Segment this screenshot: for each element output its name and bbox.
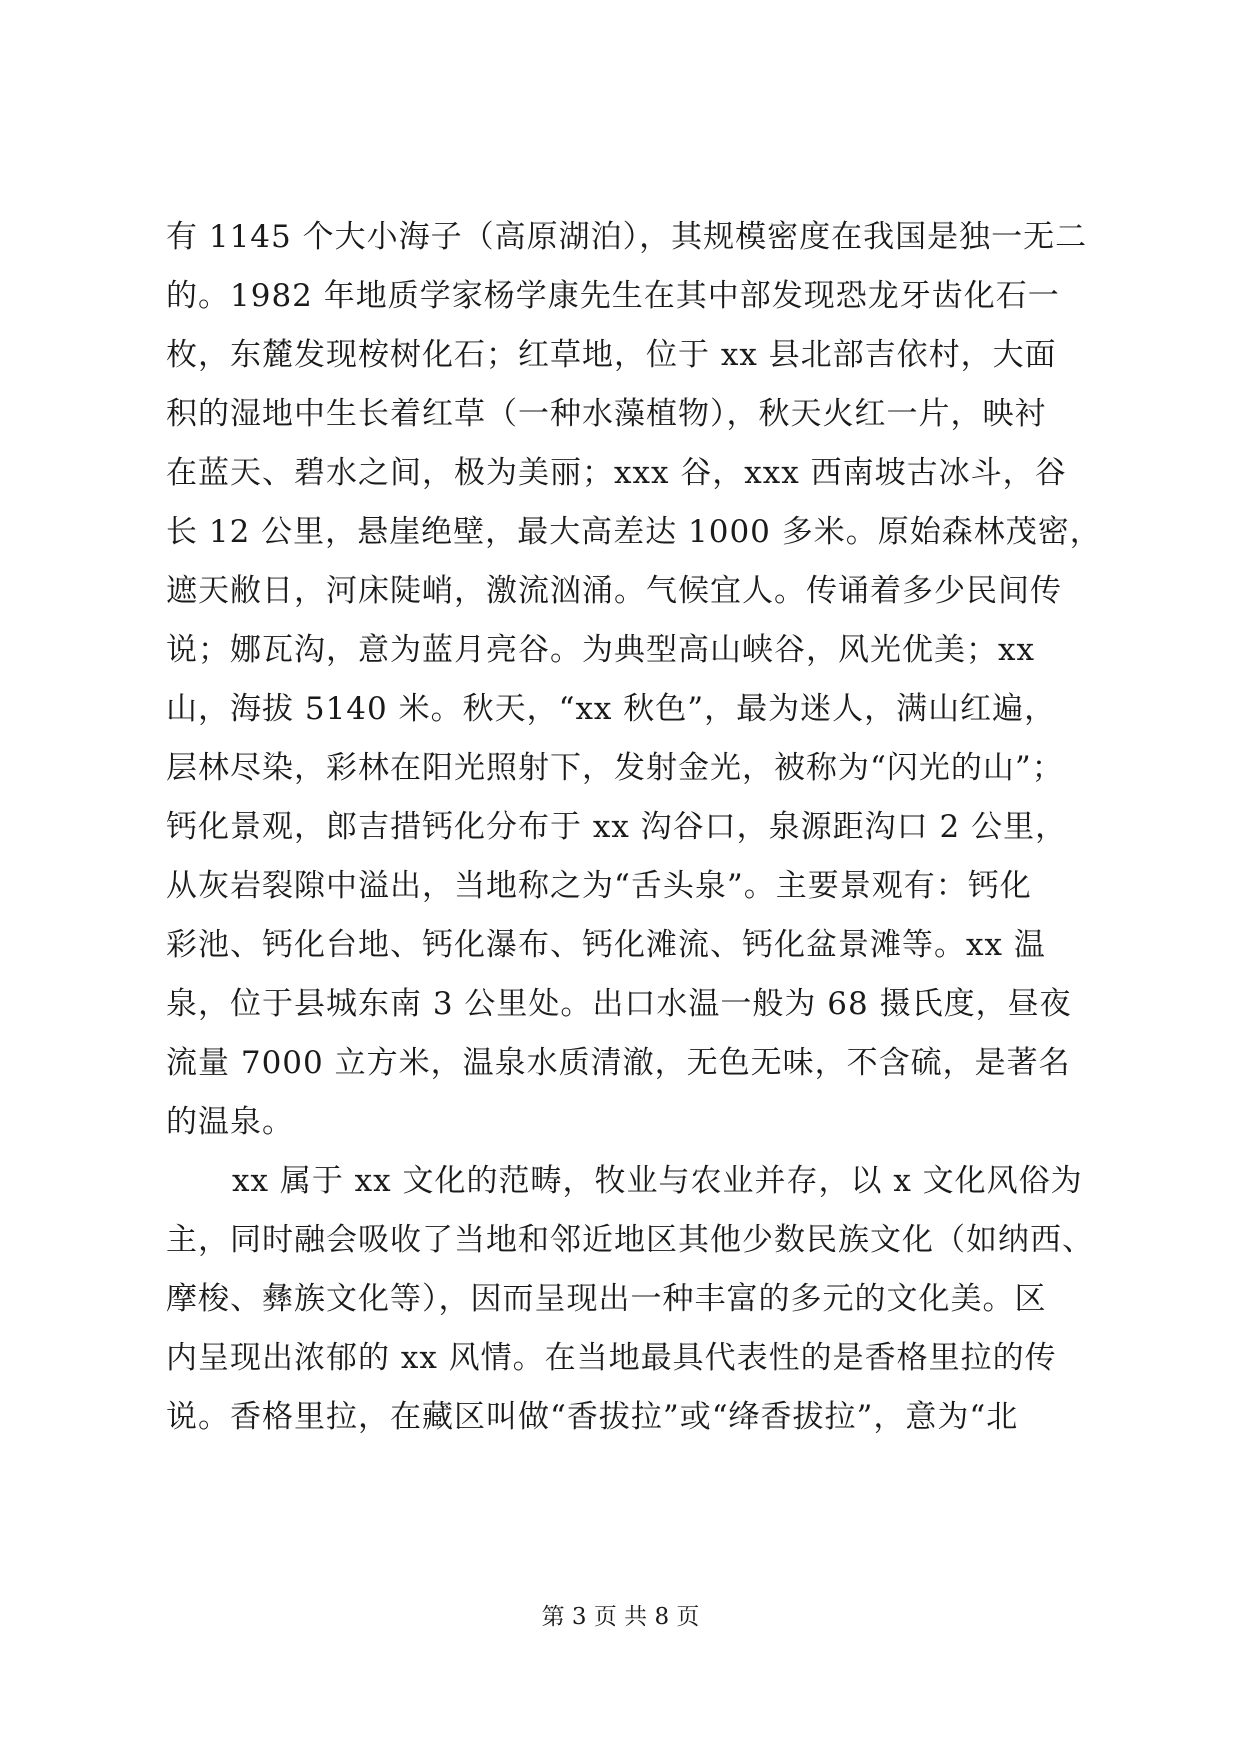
text-line: 摩梭、彝族文化等），因而呈现出一种丰富的多元的文化美。区	[166, 1281, 1047, 1317]
text-line: 层林尽染，彩林在阳光照射下，发射金光，被称为“闪光的山”；	[166, 750, 1064, 786]
text-line: 枚，东麓发现桉树化石；红草地，位于 xx 县北部吉依村，大面	[166, 337, 1057, 373]
text-line: 山，海拔 5140 米。秋天，“xx 秋色”，最为迷人，满山红遍，	[166, 691, 1057, 727]
text-line: 主，同时融会吸收了当地和邻近地区其他少数民族文化（如纳西、	[166, 1222, 1094, 1258]
paragraph-2	[166, 1152, 1094, 1447]
document-body	[166, 208, 1102, 1447]
text-line: 内呈现出浓郁的 xx 风情。在当地最具代表性的是香格里拉的传	[166, 1340, 1057, 1376]
text-line: 长 12 公里，悬崖绝壁，最大高差达 1000 多米。原始森林茂密，	[166, 514, 1102, 550]
text-line: 从灰岩裂隙中溢出，当地称之为“舌头泉”。主要景观有：钙化	[166, 868, 1032, 904]
page-number-footer: 第 3 页 共 8 页	[541, 1604, 700, 1630]
text-line: 钙化景观，郎吉措钙化分布于 xx 沟谷口，泉源距沟口 2 公里，	[166, 809, 1068, 845]
text-line: 泉，位于县城东南 3 公里处。出口水温一般为 68 摄氏度，昼夜	[166, 986, 1072, 1022]
text-line: 流量 7000 立方米，温泉水质清澈，无色无味，不含硫，是著名	[166, 1045, 1071, 1081]
text-line: 积的湿地中生长着红草（一种水藻植物），秋天火红一片，映衬	[166, 396, 1047, 432]
text-line: 彩池、钙化台地、钙化瀑布、钙化滩流、钙化盆景滩等。xx 温	[166, 927, 1046, 963]
text-line: 在蓝天、碧水之间，极为美丽；xxx 谷，xxx 西南坡古冰斗，谷	[166, 455, 1067, 491]
text-line: 遮天敝日，河床陡峭，激流汹涌。气候宜人。传诵着多少民间传	[166, 573, 1062, 609]
text-line: 说；娜瓦沟，意为蓝月亮谷。为典型高山峡谷，风光优美；xx	[166, 632, 1035, 668]
text-line: 的。1982 年地质学家杨学康先生在其中部发现恐龙牙齿化石一	[166, 278, 1060, 314]
text-line: xx 属于 xx 文化的范畴，牧业与农业并存，以 x 文化风俗为	[232, 1163, 1083, 1199]
paragraph-1	[166, 208, 1102, 1152]
text-line: 的温泉。	[166, 1104, 294, 1140]
text-line: 有 1145 个大小海子（高原湖泊），其规模密度在我国是独一无二	[166, 219, 1088, 255]
text-line: 说。香格里拉，在藏区叫做“香拔拉”或“绛香拔拉”，意为“北	[166, 1399, 1019, 1435]
